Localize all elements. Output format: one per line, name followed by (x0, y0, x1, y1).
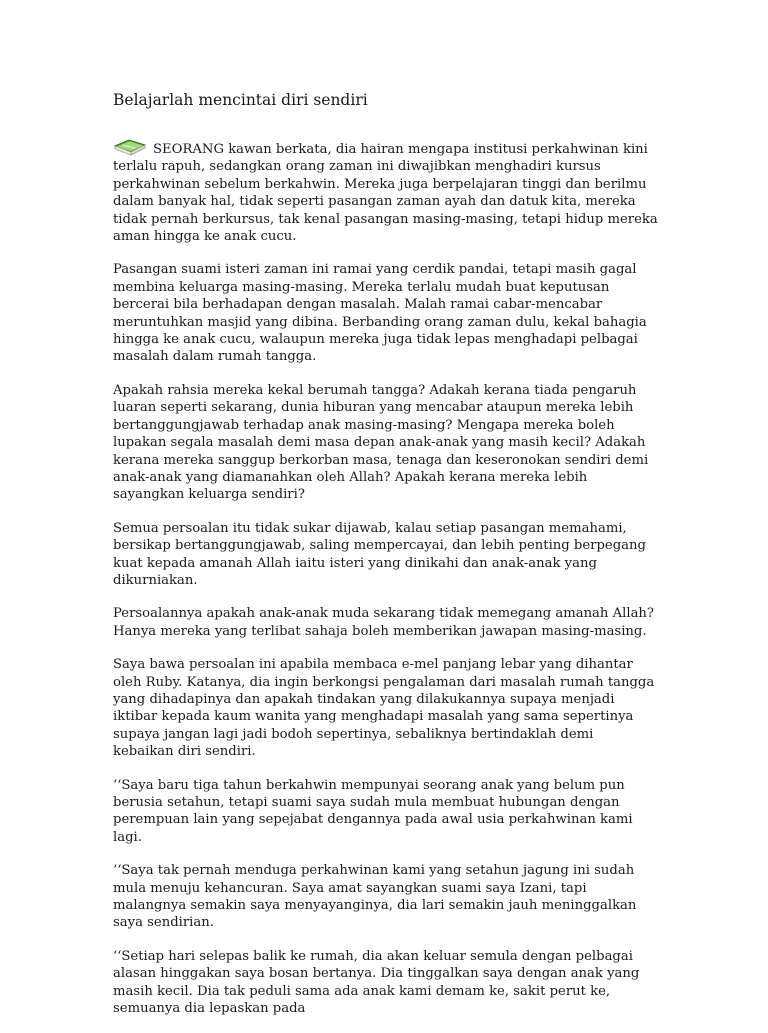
document-title: Belajarlah mencintai diri sendiri (113, 91, 368, 109)
paragraph-6: Saya bawa persoalan ini apabila membaca e-mel panjang lebar yang dihantar oleh Ruby. Katanya, dia ingin berkongsi pengalaman dari masalah rumah tangga yang dihadapinya dan apakah tindakan yang dilakukannya supaya menjadi iktibar kepada kaum wanita yang menghadapi masalah yang sama sepertinya supaya jangan lagi jadi bodoh sepertinya, sebaliknya bertindaklah demi kebaikan diri sendiri. (113, 657, 655, 760)
paragraph-3: Apakah rahsia mereka kekal berumah tangga? Adakah kerana tiada pengaruh luaran seperti sekarang, dunia hiburan yang mencabar ataupun mereka lebih bertanggungjawab terhadap anak masing-masing? Mengapa mereka boleh lupakan segala masalah demi masa depan anak-anak yang masih kecil? Adakah kerana mereka sanggup berkorban masa, tenaga dan keseronokan sendiri demi anak-anak yang diamanahkan oleh Allah? Apakah kerana mereka lebih sayangkan keluarga sendiri? (113, 382, 649, 503)
paragraph-text: SEORANG kawan berkata, dia hairan mengapa institusi perkahwinan kini terlalu rapuh, sedangkan orang zaman ini diwajibkan menghadiri kursus perkahwinan sebelum berkahwin. Mereka juga berpelajaran tinggi dan berilmu dalam banyak hal, tidak seperti pasangan zaman ayah dan datuk kita, mereka tidak pernah berkursus, tak kenal pasangan masing-masing, tetapi hidup mereka aman hingga ke anak cucu. (113, 142, 658, 245)
paragraph-2: Pasangan suami isteri zaman ini ramai yang cerdik pandai, tetapi masih gagal membina keluarga masing-masing. Mereka terlalu mudah buat keputusan bercerai bila berhadapan dengan masalah. Malah ramai cabar-mencabar meruntuhkan masjid yang dibina. Berbanding orang zaman dulu, kekal bahagia hingga ke anak cucu, walaupun mereka juga tidak lepas menghadapi pelbagai masalah dalam rumah tangga. (113, 262, 647, 365)
paragraph-1 (113, 137, 658, 245)
paragraph-5: Persoalannya apakah anak-anak muda sekarang tidak memegang amanah Allah? Hanya mereka yang terlibat sahaja boleh memberikan jawapan masing-masing. (113, 606, 654, 639)
open-book-icon (113, 137, 147, 157)
paragraph-4: Semua persoalan itu tidak sukar dijawab, kalau setiap pasangan memahami, bersikap bertanggungjawab, saling mempercayai, dan lebih penting berpegang kuat kepada amanah Allah iaitu isteri yang dinikahi dan anak-anak yang dikurniakan. (113, 520, 646, 588)
paragraph-7: ‘‘Saya baru tiga tahun berkahwin mempunyai seorang anak yang belum pun berusia setahun, tetapi suami saya sudah mula membuat hubungan dengan perempuan lain yang sepejabat dengannya pada awal usia perkahwinan kami lagi. (113, 777, 633, 845)
paragraph-8: ‘‘Saya tak pernah menduga perkahwinan kami yang setahun jagung ini sudah mula menuju kehancuran. Saya amat sayangkan suami saya Izani, tapi malangnya semakin saya menyayanginya, dia lari semakin jauh meninggalkan saya sendirian. (113, 863, 637, 931)
document-page (113, 90, 658, 1033)
paragraph-9: ‘‘Setiap hari selepas balik ke rumah, dia akan keluar semula dengan pelbagai alasan hinggakan saya bosan bertanya. Dia tinggalkan saya dengan anak yang masih kecil. Dia tak peduli sama ada anak kami demam ke, sakit perut ke, semuanya dia lepaskan pada (113, 948, 640, 1017)
